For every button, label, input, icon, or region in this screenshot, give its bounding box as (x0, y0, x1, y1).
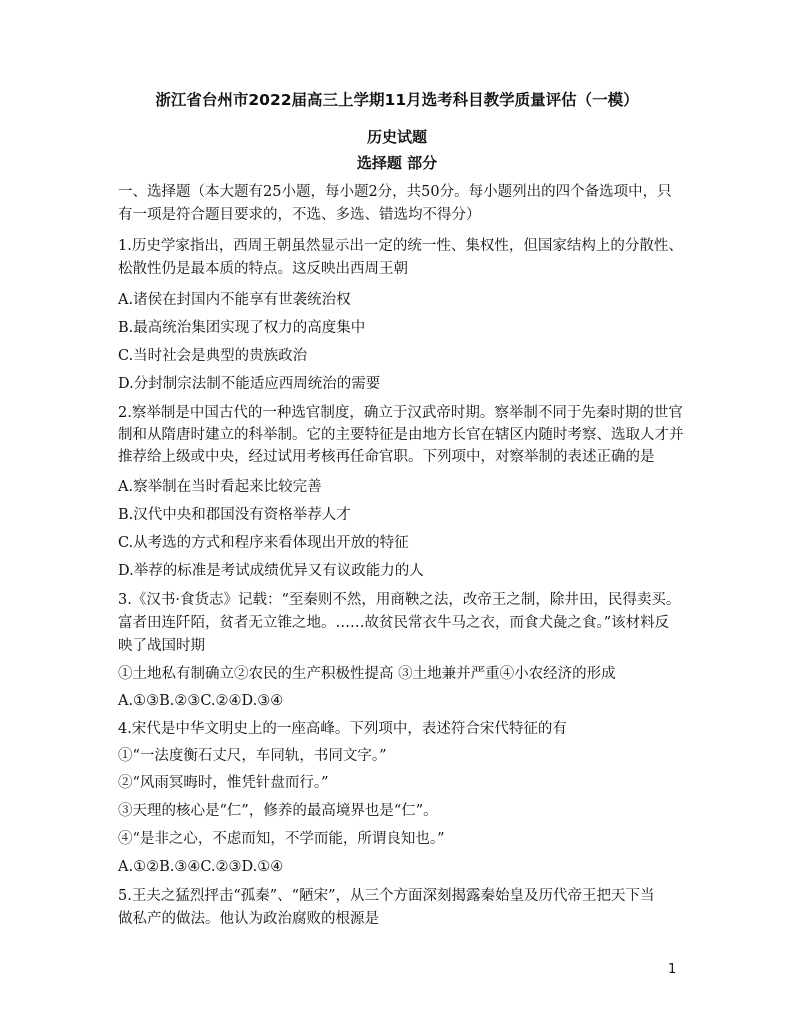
question-2-stem: 2.察举制是中国古代的一种选官制度，确立于汉武帝时期。察举制不同于先秦时期的世官 (118, 405, 683, 421)
question-2-option-c: C.从考选的方式和程序来看体现出开放的特征 (118, 535, 409, 551)
question-3-options: A.①③B.②③C.②④D.③④ (118, 693, 284, 709)
exam-title: 浙江省台州市2022届高三上学期11月选考科目教学质量评估（一模） (155, 91, 639, 109)
question-4-options: A.①②B.③④C.②③D.①④ (118, 859, 284, 875)
question-4-statement-3: ③天理的核心是“仁”，修养的最高境界也是“仁”。 (118, 803, 438, 819)
question-5-stem: 做私产的做法。他认为政治腐败的根源是 (118, 911, 379, 927)
instructions-line: 有一项是符合题目要求的，不选、多选、错选均不得分） (118, 207, 481, 223)
question-4-statement-1: ①“一法度衡石丈尺，车同轨，书同文字。” (118, 748, 387, 764)
question-2-stem: 制和从隋唐时建立的科举制。它的主要特征是由地方长官在辖区内随时考察、选取人才并 (118, 427, 684, 443)
question-1-stem: 松散性仍是最本质的特点。这反映出西周王朝 (118, 261, 408, 277)
section-title: 选择题 部分 (356, 154, 438, 172)
question-4-statement-2: ②“风雨冥晦时，惟凭针盘而行。” (118, 775, 329, 791)
question-2-option-b: B.汉代中央和郡国没有资格举荐人才 (118, 507, 351, 523)
question-1-option-a: A.诸侯在封国内不能享有世袭统治权 (118, 292, 351, 308)
question-1-option-b: B.最高统治集团实现了权力的高度集中 (118, 320, 366, 336)
page-number: 1 (668, 962, 677, 977)
question-3-statements: ①土地私有制确立②农民的生产积极性提高 ③土地兼并严重④小农经济的形成 (118, 666, 616, 682)
question-2-option-a: A.察举制在当时看起来比较完善 (118, 479, 322, 495)
instructions-line: 一、选择题（本大题有25小题，每小题2分，共50分。每小题列出的四个备选项中，只 (118, 184, 672, 200)
question-4-stem: 4.宋代是中华文明史上的一座高峰。下列项中，表述符合宋代特征的有 (118, 721, 567, 737)
question-2-option-d: D.举荐的标准是考试成绩优异又有议政能力的人 (118, 563, 424, 579)
question-5-stem: 5.王夫之猛烈抨击“孤秦”、“陋宋”，从三个方面深刻揭露秦始皇及历代帝王把天下当 (118, 888, 655, 904)
question-1-stem: 1.历史学家指出，西周王朝虽然显示出一定的统一性、集权性，但国家结构上的分散性、 (118, 238, 683, 254)
question-3-stem: 3.《汉书·食货志》记载：“至秦则不然，用商鞅之法，改帝王之制，除井田，民得卖买。 (118, 592, 681, 608)
question-4-statement-4: ④“是非之心，不虑而知，不学而能，所谓良知也。” (118, 831, 445, 847)
question-3-stem: 富者田连阡陌，贫者无立锥之地。……故贫民常衣牛马之衣，而食犬彘之食。”该材料反 (118, 615, 670, 631)
question-3-stem: 映了战国时期 (118, 638, 205, 654)
question-1-option-c: C.当时社会是典型的贵族政治 (118, 348, 308, 364)
question-1-option-d: D.分封制宗法制不能适应西周统治的需要 (118, 376, 381, 392)
subject-title: 历史试题 (366, 128, 427, 146)
question-2-stem: 推荐给上级或中央，经过试用考核再任命官职。下列项中，对察举制的表述正确的是 (118, 449, 655, 465)
